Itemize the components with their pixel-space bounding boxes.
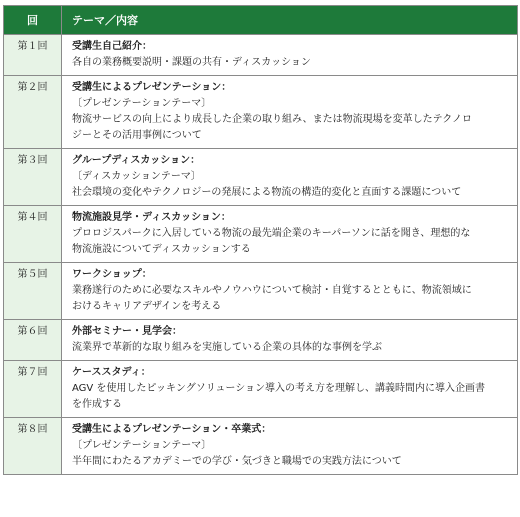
session-detail: 物流サービスの向上により成長した企業の取り組み、または物流現場を変革したテクノロ <box>72 114 472 125</box>
session-content <box>62 418 518 475</box>
session-content <box>62 149 518 206</box>
session-title: ワークショップ： <box>72 269 152 280</box>
session-detail: おけるキャリアデザインを考える <box>72 301 222 312</box>
session-detail: 業務遂行のために必要なスキルやノウハウについて検討・自覚するとともに、物流領域に <box>72 285 472 296</box>
table-header-row <box>4 6 518 35</box>
session-detail: プロロジスパークに入居している物流の最先端企業のキーパーソンに話を聞き、理想的な <box>72 228 471 239</box>
curriculum-table-container <box>3 5 517 475</box>
session-number: 第４回 <box>4 206 62 263</box>
table-row <box>4 361 518 418</box>
table-row <box>4 418 518 475</box>
session-content <box>62 320 518 361</box>
session-detail: AGV を使用したピッキングソリューション導入の考え方を理解し、講義時間内に導入企画書 <box>72 383 486 394</box>
session-number: 第７回 <box>4 361 62 418</box>
session-number: 第２回 <box>4 76 62 149</box>
header-session: 回 <box>4 6 62 35</box>
session-detail: 流業界で革新的な取り組みを実施している企業の具体的な事例を学ぶ <box>72 342 382 353</box>
session-detail: 各自の業務概要説明・課題の共有・ディスカッション <box>72 57 311 68</box>
session-number: 第３回 <box>4 149 62 206</box>
session-title: 受講生によるプレゼンテーション・卒業式： <box>72 424 272 435</box>
session-title: 受講生自己紹介： <box>72 41 152 52</box>
session-title: グループディスカッション： <box>72 155 201 166</box>
session-content <box>62 76 518 149</box>
table-row <box>4 263 518 320</box>
session-detail: 〔ディスカッションテーマ〕 <box>72 171 201 182</box>
table-row <box>4 76 518 149</box>
session-number: 第１回 <box>4 35 62 76</box>
session-detail: 〔プレゼンテーションテーマ〕 <box>72 98 212 109</box>
session-content <box>62 361 518 418</box>
table-row <box>4 320 518 361</box>
session-title: 受講生によるプレゼンテーション： <box>72 82 232 93</box>
session-detail: 半年間にわたるアカデミーでの学び・気づきと職場での実践方法について <box>72 456 402 467</box>
session-detail: を作成する <box>72 399 122 410</box>
session-detail: ジーとその活用事例について <box>72 130 202 141</box>
session-detail: 〔プレゼンテーションテーマ〕 <box>72 440 212 451</box>
header-theme: テーマ／内容 <box>62 6 518 35</box>
session-title: ケーススタディ： <box>72 367 151 378</box>
session-detail: 社会環境の変化やテクノロジーの発展による物流の構造的変化と直面する課題について <box>72 187 462 198</box>
session-title: 外部セミナー・見学会： <box>72 326 182 337</box>
session-number: 第６回 <box>4 320 62 361</box>
session-detail: 物流施設についてディスカッションする <box>72 244 251 255</box>
session-content <box>62 35 518 76</box>
curriculum-table <box>3 5 518 475</box>
table-row <box>4 206 518 263</box>
session-content <box>62 263 518 320</box>
table-row <box>4 35 518 76</box>
session-number: 第８回 <box>4 418 62 475</box>
session-content <box>62 206 518 263</box>
table-row <box>4 149 518 206</box>
session-number: 第５回 <box>4 263 62 320</box>
session-title: 物流施設見学・ディスカッション： <box>72 212 231 223</box>
